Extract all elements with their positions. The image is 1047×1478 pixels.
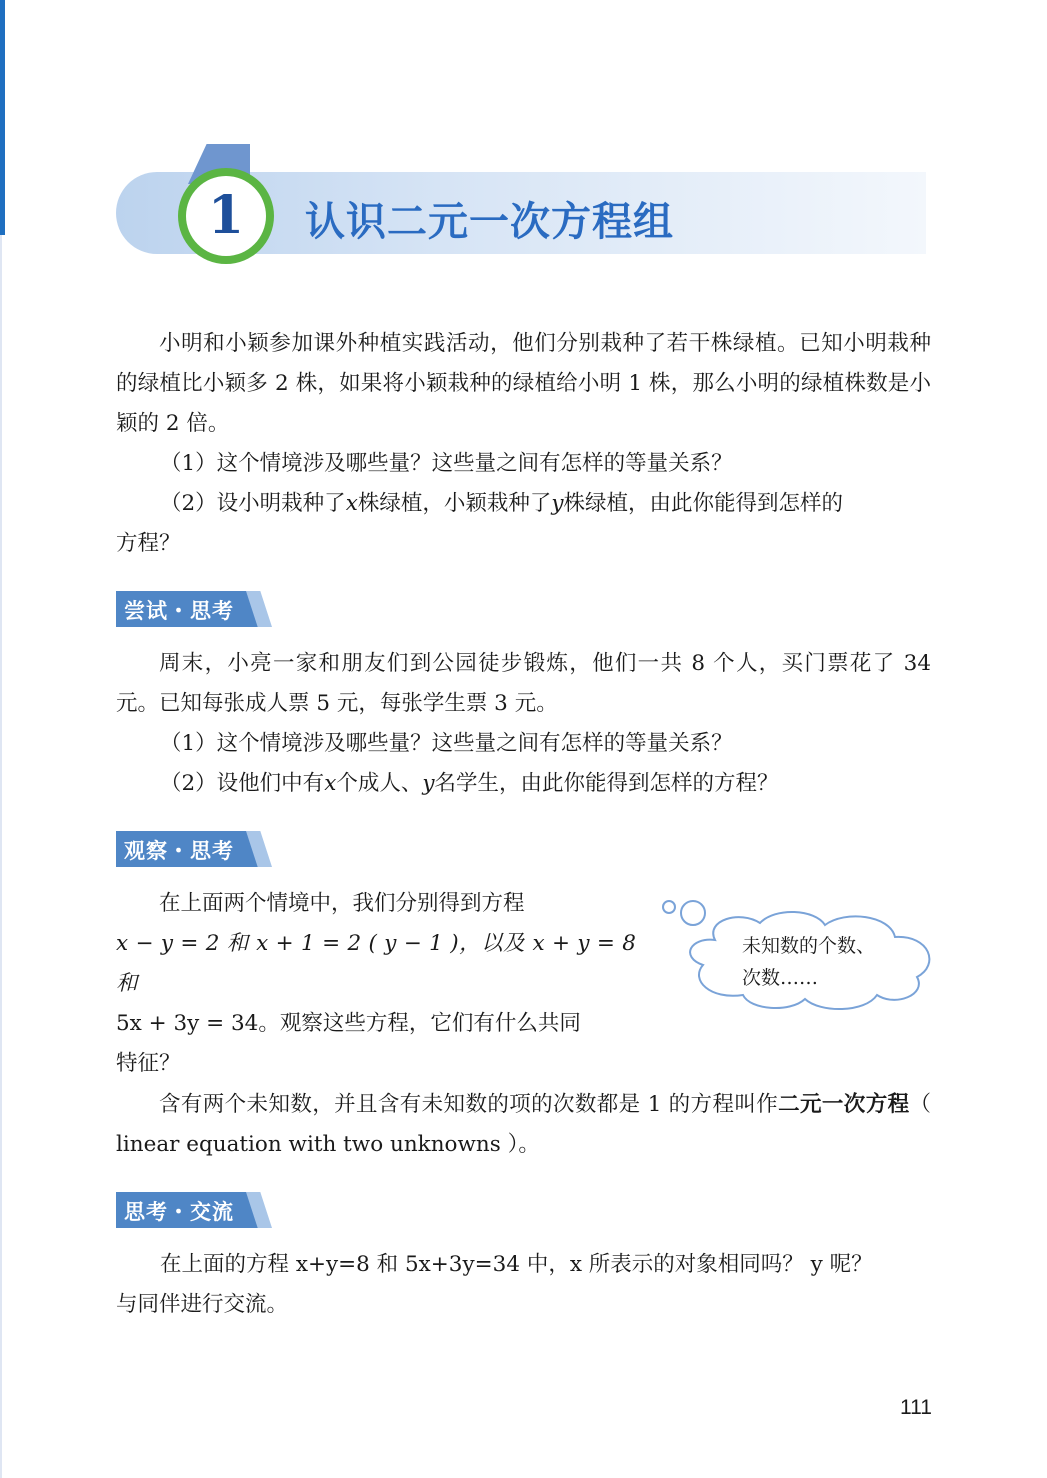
try-think-paragraph: 周末，小亮一家和朋友们到公园徒步锻炼，他们一共 8 个人，买门票花了 34 元。已知每张成人票 5 元，每张学生票 3 元。 (116, 651, 931, 716)
observe-line-3: 5x + 3y = 34。观察这些方程，它们有什么共同 (116, 1011, 581, 1036)
try-think-question-2: （2）设他们中有x个成人、y名学生，由此你能得到怎样的方程？ (160, 771, 779, 796)
section-title: 认识二元一次方程组 (305, 199, 674, 245)
intro-paragraph: 小明和小颖参加课外种植实践活动，他们分别栽种了若干株绿植。已知小明栽种的绿植比小颖多 2 株，如果将小颖栽种的绿植给小明 1 株，那么小明的绿植株数是小颖的 2 倍。 (116, 331, 931, 436)
intro-question-2-cont: 方程？ (116, 531, 181, 556)
observe-think-label: 观察・思考 (116, 831, 272, 867)
page-number: 111 (900, 1396, 932, 1419)
think-discuss-line-1: 在上面的方程 x+y=8 和 5x+3y=34 中，x 所表示的对象相同吗？ y 呢？ (160, 1252, 873, 1277)
think-discuss-label: 思考・交流 (116, 1192, 272, 1228)
page-edge-line (0, 235, 2, 1478)
try-think-label: 尝试・思考 (116, 591, 272, 627)
observe-paragraph (116, 884, 636, 1084)
intro-question-2: （2）设小明栽种了x株绿植，小颖栽种了y株绿植，由此你能得到怎样的 (160, 491, 844, 516)
thought-cloud-text: 未知数的个数、 次数…… (742, 935, 876, 989)
definition-paragraph: 含有两个未知数，并且含有未知数的项的次数都是 1 的方程叫作二元一次方程（ linear equation with two unknowns ）。 (116, 1092, 931, 1157)
intro-question-1: （1）这个情境涉及哪些量？这些量之间有怎样的等量关系？ (160, 451, 733, 476)
observe-line-1: 在上面两个情境中，我们分别得到方程 (159, 891, 525, 916)
think-discuss-line-2: 与同伴进行交流。 (116, 1292, 289, 1317)
observe-line-2: x − y = 2 和 x + 1 = 2 ( y − 1 )，以及 x + y = 8 和 (116, 931, 636, 996)
observe-line-4: 特征？ (116, 1051, 181, 1076)
page-edge-bar (0, 0, 5, 235)
try-think-question-1: （1）这个情境涉及哪些量？这些量之间有怎样的等量关系？ (160, 731, 733, 756)
section-number: 1 (186, 176, 266, 256)
